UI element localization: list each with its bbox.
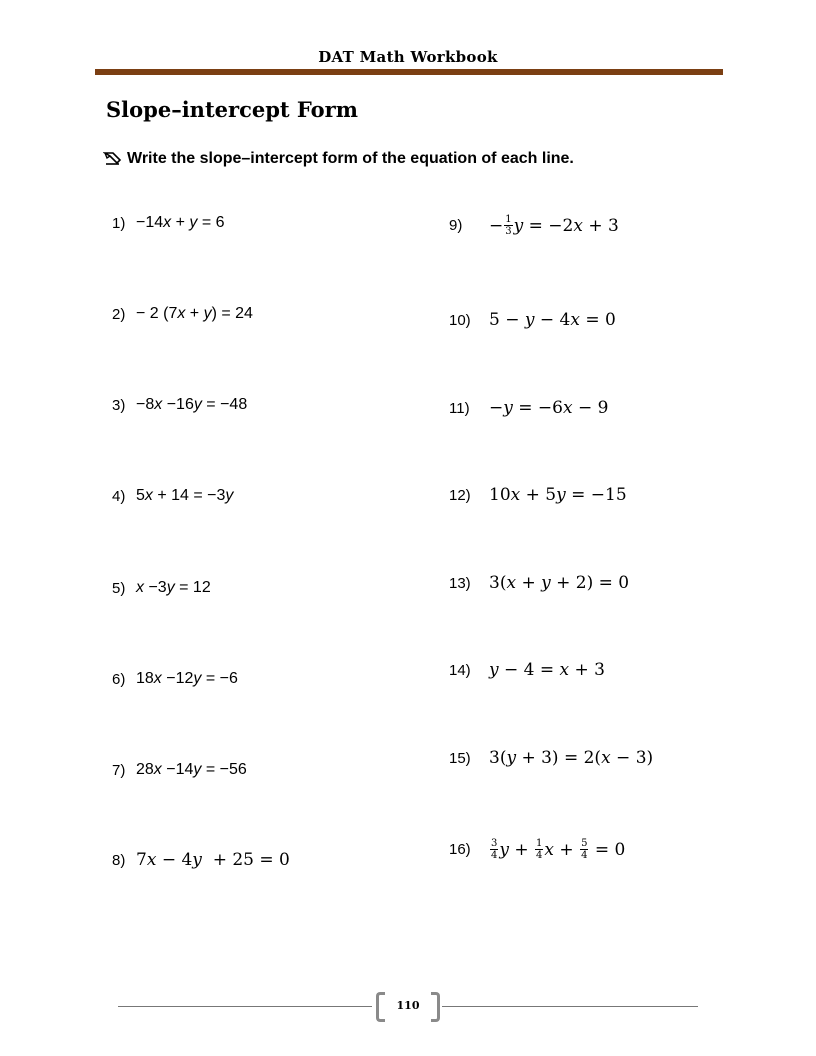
problem-3 [112,396,247,414]
problem-equation: 3( y + 3) = 2( x − 3) [489,748,654,768]
problem-12 [449,485,627,505]
problem-number: 9) [449,217,463,234]
problem-number: 8) [112,851,126,869]
problem-number: 15) [449,749,471,767]
fraction: $\frac{1}{4}$ [536,838,543,861]
workbook-title: DAT Math Workbook [318,48,498,66]
fraction: $\frac{1}{3}$ [505,214,512,237]
problem-equation: 7 x − 4 y + 25 = 0 [136,850,290,870]
problem-number: 1) [112,214,126,232]
problem-number: 5) [112,579,126,597]
problem-equation: −14 x + y = 6 [136,214,225,231]
problem-14 [449,660,605,680]
problem-10 [449,310,616,330]
problem-number: 13) [449,574,471,592]
instruction [103,149,574,169]
problem-equation: − y = −6 x − 9 [489,398,609,418]
problem-number: 3) [112,396,126,414]
problem-equation: y − 4 = x + 3 [489,660,605,680]
problem-4 [112,487,233,505]
section-title: Slope–intercept Form [106,97,358,122]
problem-equation: − 2 (7 x + y ) = 24 [136,305,253,322]
problem-6 [112,670,238,688]
problem-equation: 5 x + 14 = −3 y [136,487,234,504]
problem-number: 16) [449,841,471,858]
pencil-icon [103,149,123,169]
problem-15 [449,748,653,768]
problem-number: 4) [112,487,126,505]
problem-16 [449,838,625,861]
fraction: $\frac{3}{4}$ [491,838,498,861]
fraction: $\frac{5}{4}$ [581,838,588,861]
page-number: 110 [396,999,420,1012]
problem-equation: 5 − y − 4 x = 0 [489,310,616,330]
problem-equation: 10 x + 5 y = −15 [489,485,627,505]
problem-equation: − $\frac{1}{3}$ y = −2 x + 3 [489,214,619,237]
problem-number: 10) [449,311,471,329]
problem-equation: 18 x −12 y = −6 [136,670,238,687]
problem-7 [112,761,247,779]
problem-1 [112,214,225,232]
problem-equation: 28 x −14 y = −56 [136,761,247,778]
left-bracket-icon [376,992,385,1022]
problem-equation: −8 x −16 y = −48 [136,396,248,413]
problem-number: 12) [449,486,471,504]
problem-9 [449,214,619,237]
problem-11 [449,398,608,418]
problem-equation: x −3 y = 12 [136,579,211,596]
header-rule [95,69,723,75]
problem-number: 2) [112,305,126,323]
footer-rule-right [442,1006,698,1007]
problem-5 [112,579,211,597]
problem-13 [449,573,629,593]
problem-equation: $\frac{3}{4}$ y + $\frac{1}{4}$ x + $\frac{5}{4}$ = 0 [491,838,626,861]
right-bracket-icon [431,992,440,1022]
problem-number: 6) [112,670,126,688]
problem-number: 14) [449,661,471,679]
instruction-text: Write the slope–intercept form of the equation of each line. [127,150,574,167]
problem-equation: 3( x + y + 2) = 0 [489,573,630,593]
problem-number: 11) [449,399,470,417]
problem-number: 7) [112,761,126,779]
problem-8 [112,850,290,870]
footer-rule-left [118,1006,372,1007]
problem-2 [112,305,253,323]
